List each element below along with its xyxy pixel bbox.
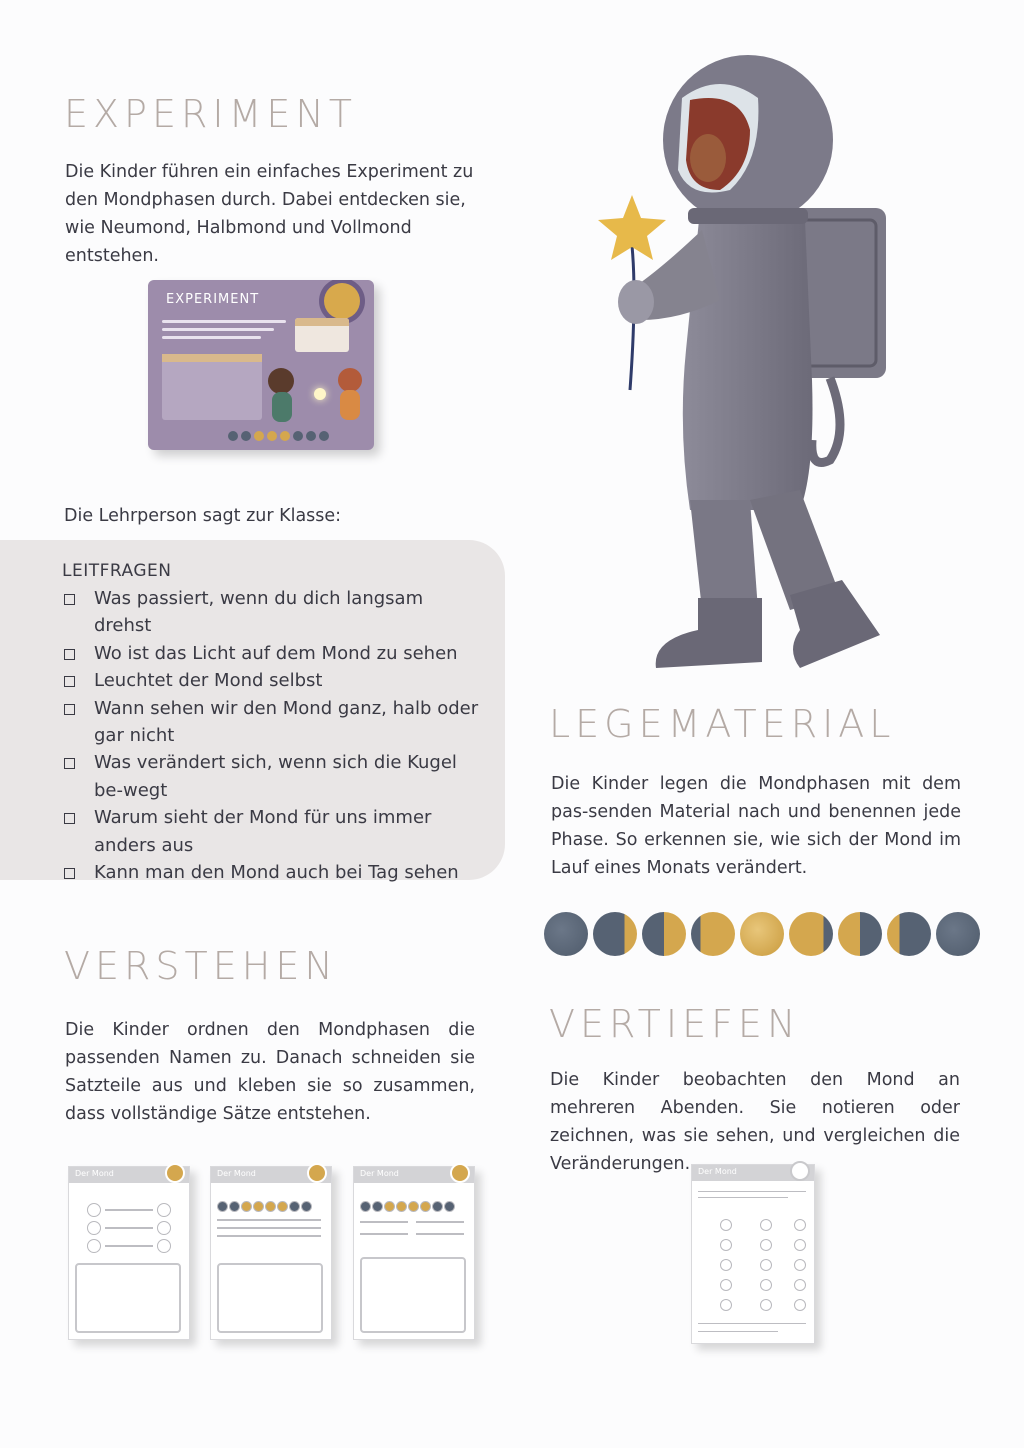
lamp-icon: [314, 388, 326, 400]
experiment-heading: EXPERIMENT: [64, 92, 358, 136]
helmet-collar: [688, 208, 808, 224]
moon-phase-icon: [838, 912, 882, 956]
moon-phase-icon: [691, 912, 735, 956]
experiment-card-title: EXPERIMENT: [166, 292, 260, 307]
question-item: Wann sehen wir den Mond ganz, halb oder gar nicht: [62, 695, 479, 750]
leitfragen-list: [62, 585, 479, 886]
moon-icon: [307, 1163, 327, 1183]
checkbox-icon: [64, 676, 75, 687]
teacher-line: Die Lehrperson sagt zur Klasse:: [64, 506, 342, 526]
card-moon-icon: [324, 283, 360, 319]
glove-shape: [618, 280, 654, 324]
checkbox-icon: [64, 594, 75, 605]
vertiefen-heading: VERTIEFEN: [549, 1002, 801, 1046]
moon-phase-row: [544, 912, 980, 956]
vertiefen-text: Die Kinder beobachten den Mond an mehreren Abenden. Sie notieren oder zeichnen, was sie sehen, und vergleichen die Veränderungen.: [550, 1070, 960, 1174]
boot-left: [656, 598, 762, 668]
checkbox-icon: [64, 649, 75, 660]
card-steps-box: [162, 354, 262, 420]
worksheet-preview: [353, 1166, 475, 1340]
experiment-card-image: [148, 280, 374, 450]
question-item: Kann man den Mond auch bei Tag sehen: [62, 859, 479, 886]
worksheet-preview: [691, 1164, 815, 1344]
boot-right: [790, 580, 880, 668]
moon-icon: [165, 1163, 185, 1183]
question-item: Was passiert, wenn du dich langsam drehst: [62, 585, 479, 640]
moon-phase-icon: [544, 912, 588, 956]
moon-phase-icon: [642, 912, 686, 956]
moon-phase-icon: [936, 912, 980, 956]
checkbox-icon: [64, 758, 75, 769]
question-item: Wo ist das Licht auf dem Mond zu sehen: [62, 640, 479, 667]
hose-shape: [812, 378, 840, 463]
moon-phase-icon: [789, 912, 833, 956]
checkbox-icon: [64, 704, 75, 715]
worksheet-title: Der Mond: [698, 1167, 737, 1176]
face-shape: [690, 134, 726, 182]
question-item: Leuchtet der Mond selbst: [62, 667, 479, 694]
question-item: Warum sieht der Mond für uns immer anders aus: [62, 804, 479, 859]
moon-phase-icon: [740, 912, 784, 956]
leitfragen-heading: LEITFRAGEN: [62, 561, 172, 581]
checkbox-icon: [64, 813, 75, 824]
child-illustration: [268, 368, 294, 394]
experiment-text: Die Kinder führen ein einfaches Experiment zu den Mondphasen durch. Dabei entdecken sie, wie Neumond, Halbmond und Vollmond entstehen.: [65, 162, 474, 266]
verstehen-heading: VERSTEHEN: [64, 944, 338, 988]
legematerial-heading: LEGEMATERIAL: [549, 702, 896, 746]
moon-phase-icon: [593, 912, 637, 956]
worksheet-title: Der Mond: [360, 1169, 399, 1178]
child-illustration-2: [338, 368, 362, 392]
question-item: Was verändert sich, wenn sich die Kugel be-wegt: [62, 749, 479, 804]
moon-icon: [450, 1163, 470, 1183]
worksheet-title: Der Mond: [217, 1169, 256, 1178]
lightbulb-icon: [790, 1161, 810, 1181]
moon-phase-icon: [887, 912, 931, 956]
astronaut-illustration: [590, 50, 910, 690]
worksheet-preview: [68, 1166, 190, 1340]
verstehen-text: Die Kinder ordnen den Mondphasen die passenden Namen zu. Danach schneiden sie Satzteile aus und kleben sie so zusammen, dass vollständige Sätze entstehen.: [65, 1020, 475, 1124]
worksheet-preview: [210, 1166, 332, 1340]
card-moon-row: [228, 426, 332, 445]
checkbox-icon: [64, 868, 75, 879]
worksheet-title: Der Mond: [75, 1169, 114, 1178]
legematerial-text: Die Kinder legen die Mondphasen mit dem pas-senden Material nach und benennen jede Phase. So erkennen sie, wie sich der Mond im Lauf eines Monats verändert.: [551, 774, 961, 878]
